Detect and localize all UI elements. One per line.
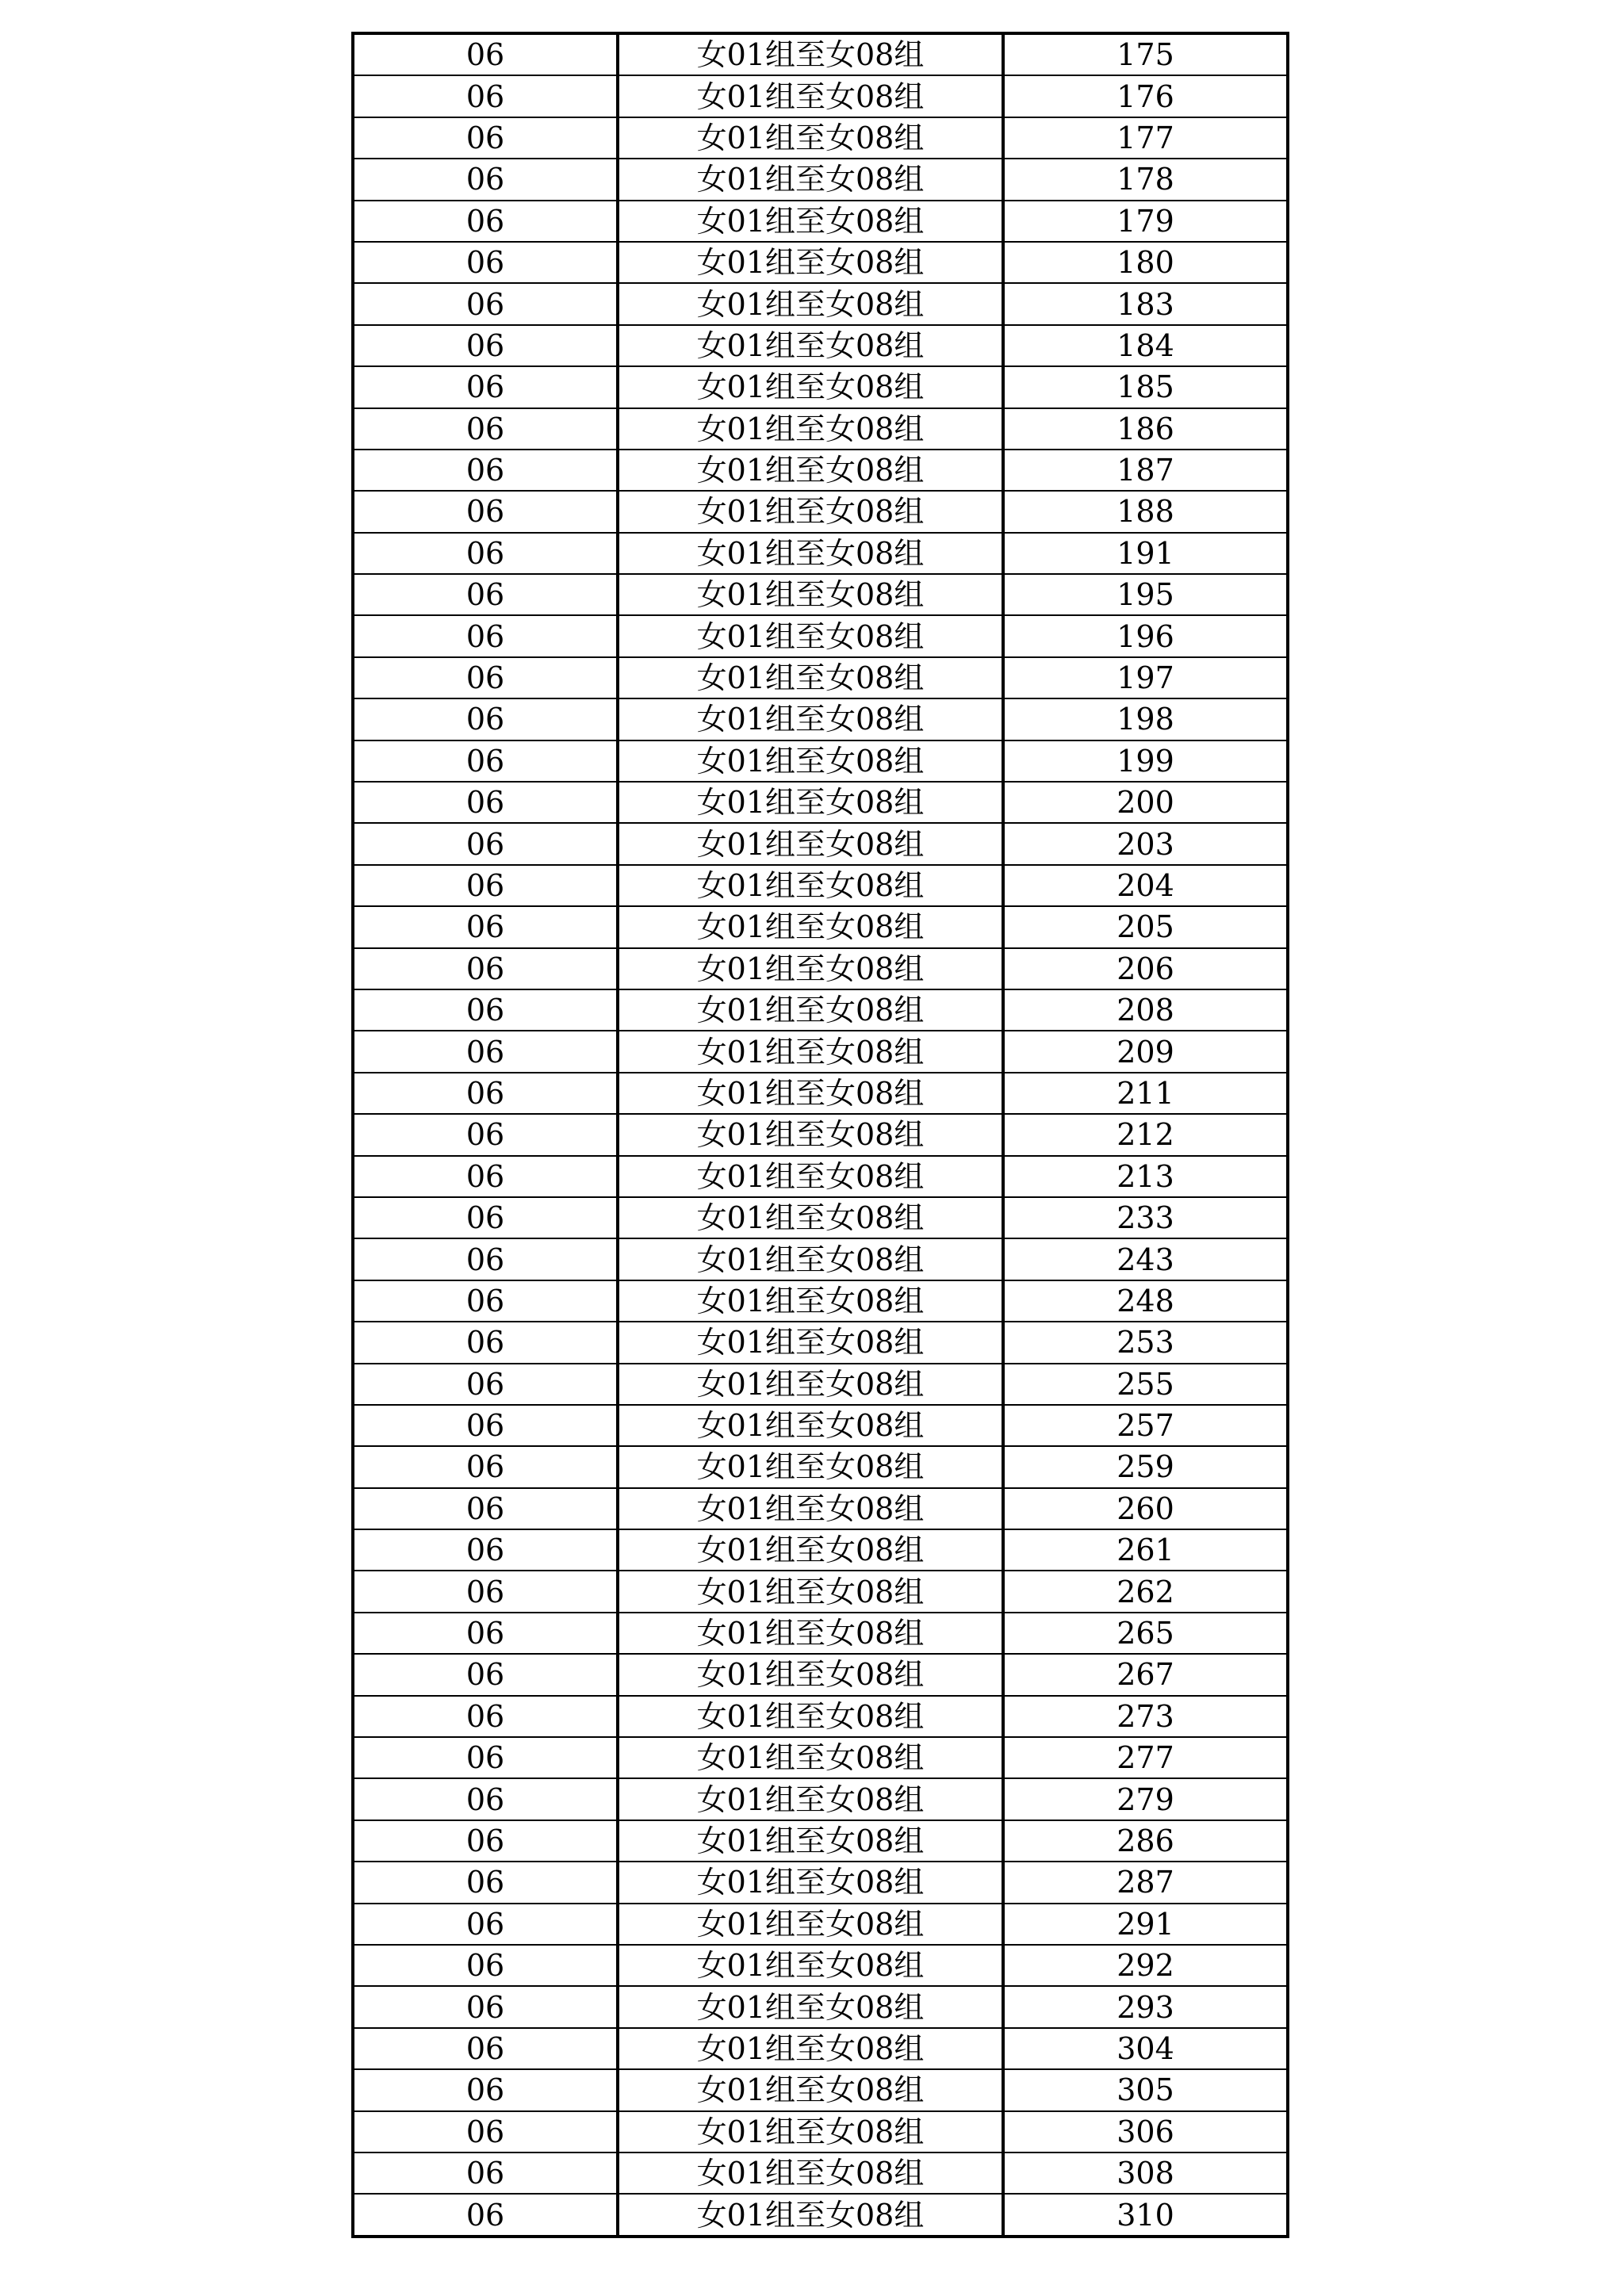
table-row: [353, 698, 1288, 740]
table-row: [353, 533, 1288, 574]
group-code-cell: 06: [353, 2028, 618, 2069]
table-row: [353, 2194, 1288, 2236]
number-cell: 261: [1003, 1529, 1288, 1571]
group-range-cell: 女01组至女08组: [618, 2194, 1003, 2236]
table-row: [353, 989, 1288, 1031]
number-cell: 233: [1003, 1197, 1288, 1238]
table-row: [353, 1238, 1288, 1280]
group-code-cell: 06: [353, 1613, 618, 1654]
group-code-cell: 06: [353, 283, 618, 324]
number-cell: 209: [1003, 1031, 1288, 1072]
group-code-cell: 06: [353, 450, 618, 491]
group-code-cell: 06: [353, 2111, 618, 2152]
table-row: [353, 2152, 1288, 2194]
table-row: [353, 615, 1288, 656]
group-code-cell: 06: [353, 1696, 618, 1737]
table-row: [353, 366, 1288, 408]
group-range-cell: 女01组至女08组: [618, 201, 1003, 242]
number-cell: 211: [1003, 1073, 1288, 1114]
group-range-cell: 女01组至女08组: [618, 242, 1003, 283]
number-cell: 198: [1003, 698, 1288, 740]
group-range-cell: 女01组至女08组: [618, 1031, 1003, 1072]
table-row: [353, 782, 1288, 823]
number-cell: 293: [1003, 1986, 1288, 2027]
number-cell: 306: [1003, 2111, 1288, 2152]
group-range-cell: 女01组至女08组: [618, 2111, 1003, 2152]
group-range-cell: 女01组至女08组: [618, 1904, 1003, 1945]
number-cell: 184: [1003, 325, 1288, 366]
number-cell: 208: [1003, 989, 1288, 1031]
group-range-cell: 女01组至女08组: [618, 782, 1003, 823]
group-code-cell: 06: [353, 574, 618, 615]
group-range-cell: 女01组至女08组: [618, 1737, 1003, 1778]
table-row: [353, 823, 1288, 864]
table-row: [353, 1571, 1288, 1612]
number-cell: 205: [1003, 906, 1288, 947]
group-code-cell: 06: [353, 75, 618, 117]
group-code-cell: 06: [353, 2194, 618, 2236]
number-cell: 177: [1003, 117, 1288, 159]
table-row: [353, 1820, 1288, 1862]
group-code-cell: 06: [353, 948, 618, 989]
number-cell: 243: [1003, 1238, 1288, 1280]
group-range-cell: 女01组至女08组: [618, 2028, 1003, 2069]
group-range-cell: 女01组至女08组: [618, 740, 1003, 782]
group-code-cell: 06: [353, 533, 618, 574]
number-cell: 291: [1003, 1904, 1288, 1945]
table-row: [353, 1280, 1288, 1322]
table-row: [353, 450, 1288, 491]
group-code-cell: 06: [353, 865, 618, 906]
group-code-cell: 06: [353, 1778, 618, 1820]
table-row: [353, 948, 1288, 989]
group-code-cell: 06: [353, 1322, 618, 1363]
table-row: [353, 1904, 1288, 1945]
number-cell: 197: [1003, 657, 1288, 698]
number-cell: 248: [1003, 1280, 1288, 1322]
table-row: [353, 33, 1288, 75]
group-code-cell: 06: [353, 325, 618, 366]
table-row: [353, 1696, 1288, 1737]
number-cell: 191: [1003, 533, 1288, 574]
group-range-cell: 女01组至女08组: [618, 989, 1003, 1031]
number-cell: 304: [1003, 2028, 1288, 2069]
group-code-cell: 06: [353, 989, 618, 1031]
table-body: [353, 33, 1288, 2237]
group-range-cell: 女01组至女08组: [618, 1488, 1003, 1529]
table-row: [353, 1654, 1288, 1695]
group-code-cell: 06: [353, 657, 618, 698]
number-cell: 185: [1003, 366, 1288, 408]
number-cell: 260: [1003, 1488, 1288, 1529]
number-cell: 213: [1003, 1156, 1288, 1197]
group-code-cell: 06: [353, 1238, 618, 1280]
group-code-cell: 06: [353, 1904, 618, 1945]
group-range-cell: 女01组至女08组: [618, 283, 1003, 324]
group-code-cell: 06: [353, 1820, 618, 1862]
group-range-cell: 女01组至女08组: [618, 1364, 1003, 1405]
number-cell: 259: [1003, 1446, 1288, 1487]
table-row: [353, 1737, 1288, 1778]
table-row: [353, 408, 1288, 450]
group-code-cell: 06: [353, 1446, 618, 1487]
group-range-cell: 女01组至女08组: [618, 698, 1003, 740]
table-row: [353, 1197, 1288, 1238]
group-range-cell: 女01组至女08组: [618, 1405, 1003, 1446]
table-row: [353, 740, 1288, 782]
group-code-cell: 06: [353, 1529, 618, 1571]
number-cell: 206: [1003, 948, 1288, 989]
group-code-cell: 06: [353, 2069, 618, 2110]
group-code-cell: 06: [353, 615, 618, 656]
group-code-cell: 06: [353, 2152, 618, 2194]
group-range-cell: 女01组至女08组: [618, 906, 1003, 947]
table-row: [353, 1529, 1288, 1571]
table-row: [353, 1073, 1288, 1114]
table-row: [353, 1031, 1288, 1072]
number-cell: 204: [1003, 865, 1288, 906]
table-row: [353, 75, 1288, 117]
number-cell: 308: [1003, 2152, 1288, 2194]
group-code-cell: 06: [353, 1862, 618, 1903]
table-row: [353, 242, 1288, 283]
group-code-cell: 06: [353, 1571, 618, 1612]
group-code-cell: 06: [353, 201, 618, 242]
number-cell: 212: [1003, 1114, 1288, 1155]
number-cell: 265: [1003, 1613, 1288, 1654]
number-cell: 195: [1003, 574, 1288, 615]
table-row: [353, 1364, 1288, 1405]
group-range-cell: 女01组至女08组: [618, 1446, 1003, 1487]
table-row: [353, 2069, 1288, 2110]
group-code-cell: 06: [353, 1031, 618, 1072]
group-range-cell: 女01组至女08组: [618, 366, 1003, 408]
table-row: [353, 1488, 1288, 1529]
number-cell: 267: [1003, 1654, 1288, 1695]
number-cell: 310: [1003, 2194, 1288, 2236]
number-cell: 203: [1003, 823, 1288, 864]
table-row: [353, 1862, 1288, 1903]
table-row: [353, 1986, 1288, 2027]
group-code-cell: 06: [353, 1364, 618, 1405]
table-row: [353, 283, 1288, 324]
group-range-cell: 女01组至女08组: [618, 1280, 1003, 1322]
number-cell: 196: [1003, 615, 1288, 656]
table-row: [353, 1322, 1288, 1363]
table-row: [353, 2028, 1288, 2069]
group-range-cell: 女01组至女08组: [618, 1654, 1003, 1695]
number-cell: 277: [1003, 1737, 1288, 1778]
group-range-cell: 女01组至女08组: [618, 491, 1003, 532]
group-range-cell: 女01组至女08组: [618, 1820, 1003, 1862]
group-code-cell: 06: [353, 1488, 618, 1529]
table-row: [353, 1405, 1288, 1446]
group-range-cell: 女01组至女08组: [618, 1613, 1003, 1654]
table-row: [353, 117, 1288, 159]
group-code-cell: 06: [353, 1073, 618, 1114]
group-range-cell: 女01组至女08组: [618, 865, 1003, 906]
group-range-cell: 女01组至女08组: [618, 574, 1003, 615]
table-row: [353, 2111, 1288, 2152]
group-range-cell: 女01组至女08组: [618, 1986, 1003, 2027]
table-row: [353, 574, 1288, 615]
group-range-cell: 女01组至女08组: [618, 948, 1003, 989]
group-range-cell: 女01组至女08组: [618, 117, 1003, 159]
table-row: [353, 1156, 1288, 1197]
number-cell: 255: [1003, 1364, 1288, 1405]
number-cell: 273: [1003, 1696, 1288, 1737]
group-code-cell: 06: [353, 33, 618, 75]
number-cell: 200: [1003, 782, 1288, 823]
number-cell: 262: [1003, 1571, 1288, 1612]
group-code-cell: 06: [353, 117, 618, 159]
group-range-cell: 女01组至女08组: [618, 1945, 1003, 1986]
table-row: [353, 1613, 1288, 1654]
number-cell: 292: [1003, 1945, 1288, 1986]
group-code-cell: 06: [353, 782, 618, 823]
number-cell: 180: [1003, 242, 1288, 283]
table-row: [353, 906, 1288, 947]
group-range-cell: 女01组至女08组: [618, 615, 1003, 656]
group-code-cell: 06: [353, 1156, 618, 1197]
group-range-cell: 女01组至女08组: [618, 408, 1003, 450]
number-cell: 178: [1003, 159, 1288, 200]
group-range-cell: 女01组至女08组: [618, 1114, 1003, 1155]
group-code-cell: 06: [353, 1654, 618, 1695]
group-code-cell: 06: [353, 740, 618, 782]
number-cell: 286: [1003, 1820, 1288, 1862]
number-cell: 183: [1003, 283, 1288, 324]
group-range-cell: 女01组至女08组: [618, 1862, 1003, 1903]
number-cell: 187: [1003, 450, 1288, 491]
group-range-cell: 女01组至女08组: [618, 2069, 1003, 2110]
table-row: [353, 201, 1288, 242]
number-cell: 287: [1003, 1862, 1288, 1903]
group-code-cell: 06: [353, 698, 618, 740]
number-cell: 176: [1003, 75, 1288, 117]
group-range-cell: 女01组至女08组: [618, 33, 1003, 75]
number-cell: 199: [1003, 740, 1288, 782]
group-code-cell: 06: [353, 1986, 618, 2027]
group-range-cell: 女01组至女08组: [618, 1529, 1003, 1571]
table-row: [353, 159, 1288, 200]
group-range-cell: 女01组至女08组: [618, 1073, 1003, 1114]
group-range-cell: 女01组至女08组: [618, 75, 1003, 117]
group-code-cell: 06: [353, 906, 618, 947]
number-cell: 305: [1003, 2069, 1288, 2110]
number-cell: 253: [1003, 1322, 1288, 1363]
group-code-cell: 06: [353, 1945, 618, 1986]
group-range-cell: 女01组至女08组: [618, 1238, 1003, 1280]
table-row: [353, 657, 1288, 698]
group-range-cell: 女01组至女08组: [618, 159, 1003, 200]
number-cell: 186: [1003, 408, 1288, 450]
group-range-cell: 女01组至女08组: [618, 823, 1003, 864]
group-code-cell: 06: [353, 1405, 618, 1446]
group-code-cell: 06: [353, 159, 618, 200]
group-range-cell: 女01组至女08组: [618, 1696, 1003, 1737]
number-cell: 188: [1003, 491, 1288, 532]
number-cell: 175: [1003, 33, 1288, 75]
group-range-cell: 女01组至女08组: [618, 1156, 1003, 1197]
number-cell: 179: [1003, 201, 1288, 242]
number-cell: 279: [1003, 1778, 1288, 1820]
table-row: [353, 1945, 1288, 1986]
group-code-cell: 06: [353, 491, 618, 532]
group-range-cell: 女01组至女08组: [618, 1778, 1003, 1820]
table-row: [353, 865, 1288, 906]
group-code-cell: 06: [353, 366, 618, 408]
table-row: [353, 325, 1288, 366]
group-code-cell: 06: [353, 408, 618, 450]
group-range-cell: 女01组至女08组: [618, 450, 1003, 491]
group-code-cell: 06: [353, 823, 618, 864]
table-row: [353, 1114, 1288, 1155]
group-code-cell: 06: [353, 242, 618, 283]
group-code-cell: 06: [353, 1197, 618, 1238]
group-code-cell: 06: [353, 1737, 618, 1778]
data-table: [351, 32, 1289, 2238]
group-range-cell: 女01组至女08组: [618, 1197, 1003, 1238]
group-range-cell: 女01组至女08组: [618, 1322, 1003, 1363]
group-range-cell: 女01组至女08组: [618, 325, 1003, 366]
group-range-cell: 女01组至女08组: [618, 533, 1003, 574]
number-cell: 257: [1003, 1405, 1288, 1446]
group-range-cell: 女01组至女08组: [618, 1571, 1003, 1612]
group-code-cell: 06: [353, 1280, 618, 1322]
group-code-cell: 06: [353, 1114, 618, 1155]
table-row: [353, 1446, 1288, 1487]
group-range-cell: 女01组至女08组: [618, 657, 1003, 698]
table-row: [353, 491, 1288, 532]
table-row: [353, 1778, 1288, 1820]
group-range-cell: 女01组至女08组: [618, 2152, 1003, 2194]
